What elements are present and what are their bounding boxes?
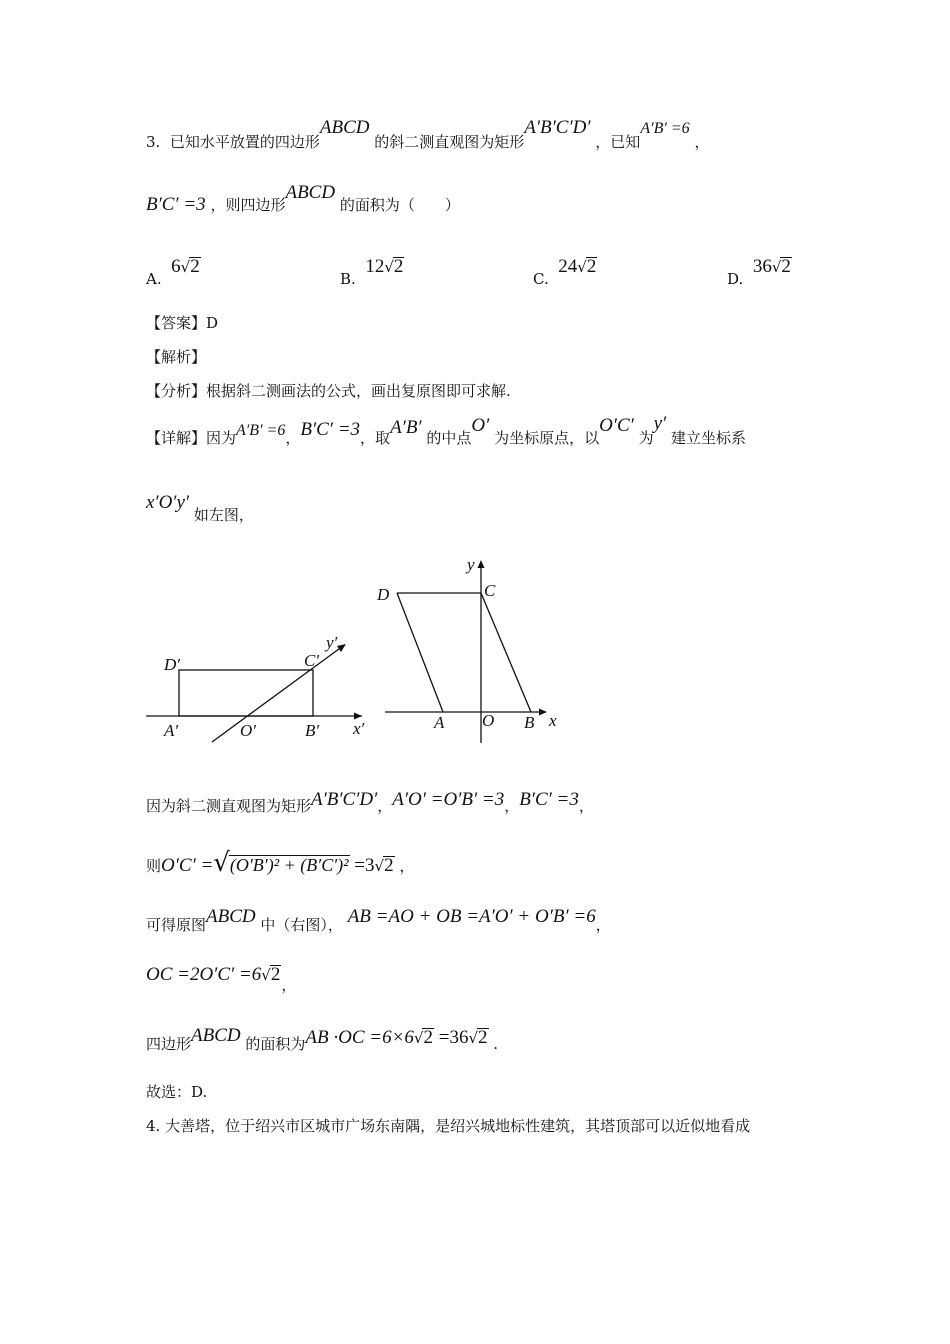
question-line-2: B′C′ =3 ，则四边形ABCD 的面积为（ ）: [146, 182, 460, 215]
next-question: 4. 大善塔，位于绍兴市区城市广场东南隅，是绍兴城地标性建筑，其塔顶部可以近似地看成: [146, 1117, 751, 1135]
label-a-prime: A′: [164, 721, 179, 740]
choose: 故选：D.: [146, 1083, 208, 1101]
option-b[interactable]: B. 12√2: [340, 256, 404, 288]
bc-equation: B′C′ =3: [146, 194, 206, 215]
rectangle-abcd-prime: [179, 670, 313, 716]
option-d[interactable]: D. 36√2: [727, 256, 791, 288]
label-b: B: [524, 713, 535, 732]
edge-dcb: [397, 593, 531, 712]
detail-line: 【详解】因为A′B′ =6，B′C′ =3，取A′B′ 的中点O′ 为坐标原点，以O′C′ 为y′ 建立坐标系: [146, 413, 746, 447]
figures: [0, 540, 950, 790]
y-axis-arrow-right: [478, 560, 485, 568]
label-d-prime: D′: [164, 655, 180, 674]
rect-label: A′B′C′D′: [524, 117, 591, 138]
step-5: 四边形ABCD 的面积为AB ·OC =6×6√2 =36√2 .: [146, 1025, 499, 1053]
figure-left: [146, 633, 365, 742]
step-1: 因为斜二测直观图为矩形A′B′C′D′，A′O′ =O′B′ =3，B′C′ =3，: [146, 789, 594, 815]
analysis-heading: 【解析】: [146, 348, 207, 366]
label-c: C: [484, 581, 496, 600]
option-c[interactable]: C. 24√2: [533, 256, 597, 288]
quad-label: ABCD: [319, 117, 370, 138]
step-3: 可得原图ABCD 中（右图）， AB =AO + OB =A′O′ + O′B′ =6，: [146, 906, 611, 934]
detail-line-2: x′O′y′ 如左图，: [146, 492, 254, 524]
label-x-prime: x′: [353, 719, 365, 738]
label-y-prime: y′: [326, 633, 338, 652]
y-axis-arrow-left: [337, 644, 346, 652]
answer: 【答案】D: [146, 314, 219, 332]
figure-right: [376, 555, 557, 743]
option-a[interactable]: A. 6√2: [146, 256, 200, 288]
ab-equation: A′B′ =6: [640, 120, 690, 137]
label-d: D: [377, 585, 390, 604]
question-line-1: 3. 已知水平放置的四边形ABCD 的斜二测直观图为矩形A′B′C′D′ ，已知A′B′ =6 ，: [146, 117, 710, 151]
label-o: O: [482, 711, 495, 730]
edge-da: [397, 593, 443, 712]
label-a: A: [434, 713, 445, 732]
analysis: 【分析】根据斜二测画法的公式，画出复原图即可求解.: [146, 382, 511, 400]
label-y: y: [467, 555, 475, 574]
label-c-prime: C′: [304, 651, 320, 670]
step-2: 则O′C′ =√(O′B′)² + (B′C′)² =3√2 ，: [146, 848, 415, 878]
label-o-prime: O′: [240, 721, 256, 740]
label-x: x: [549, 711, 557, 730]
step-4: OC =2O′C′ =6√2，: [146, 964, 297, 994]
x-axis-arrow-right: [539, 709, 547, 716]
label-b-prime: B′: [305, 721, 320, 740]
y-axis-left: [212, 646, 343, 742]
